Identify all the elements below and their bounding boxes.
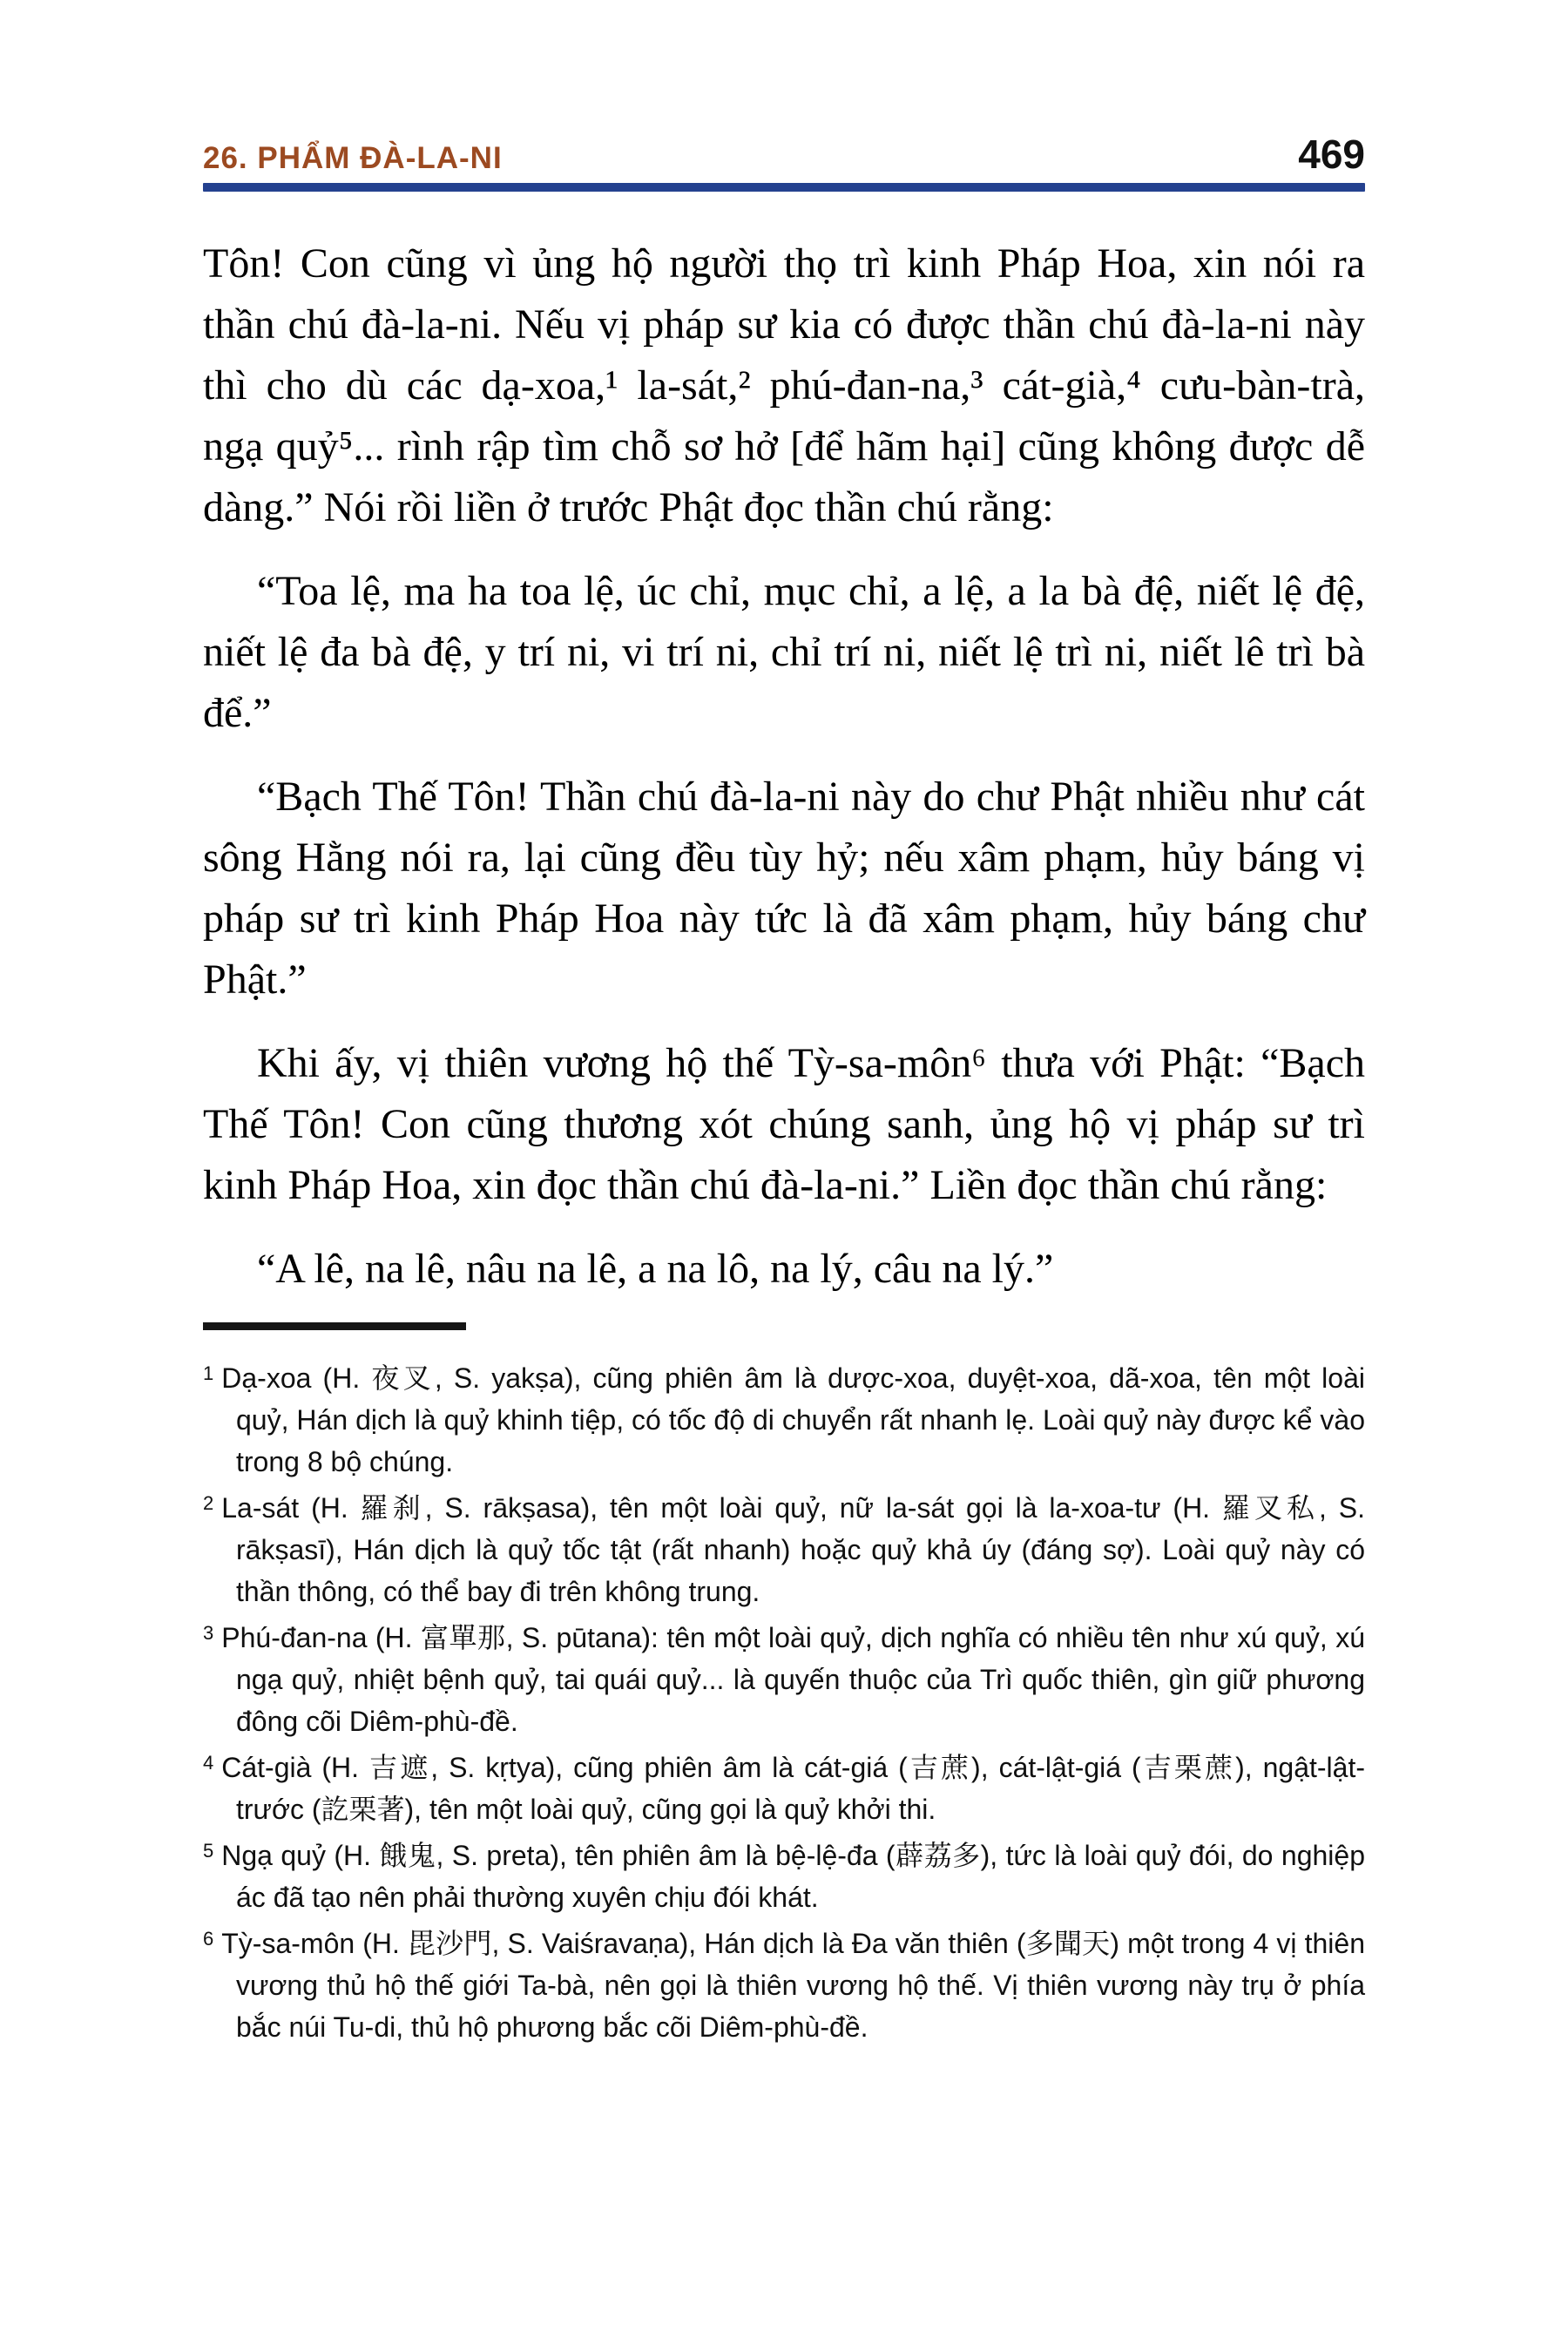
paragraph-mantra: “Toa lệ, ma ha toa lệ, úc chỉ, mục chỉ, a lệ, a la bà đệ, niết lệ đệ, niết lệ đa bà đệ, y trí ni, vi trí ni, chỉ trí ni, niết lệ trì ni, niết lê trì bà để.” bbox=[203, 568, 1365, 736]
footnote-text: Phú-đan-na (H. 富單那, S. pūtana): tên một loài quỷ, dịch nghĩa có nhiều tên như xú quỷ, xú ngạ quỷ, nhiệt bệnh quỷ, tai quái quỷ... là quyến thuộc của Trì quốc thiên, gìn giữ phương đông cõi Diêm-phù-đề. bbox=[221, 1622, 1365, 1737]
footnote-number: 4 bbox=[203, 1752, 214, 1774]
footnote-item bbox=[203, 1483, 1365, 1612]
paragraph: Tôn! Con cũng vì ủng hộ người thọ trì kinh Pháp Hoa, xin nói ra thần chú đà-la-ni. Nếu vị pháp sư kia có được thần chú đà-la-ni này thì cho dù các dạ-xoa,¹ la-sát,² phú-đan-na,³ cát-già,⁴ cưu-bàn-trà, ngạ quỷ⁵... rình rập tìm chỗ sơ hở [để hãm hại] cũng không được dễ dàng.” Nói rồi liền ở trước Phật đọc thần chú rằng: bbox=[203, 240, 1365, 531]
body-text bbox=[203, 233, 1365, 1300]
footnote-number: 2 bbox=[203, 1492, 214, 1514]
footnote-text: Ngạ quỷ (H. 餓鬼, S. preta), tên phiên âm là bệ-lệ-đa (薜荔多), tức là loài quỷ đói, do nghiệp ác đã tạo nên phải thường xuyên chịu đói khát. bbox=[221, 1840, 1365, 1913]
page-number: 469 bbox=[1298, 132, 1365, 177]
footnote-number: 1 bbox=[203, 1362, 214, 1384]
running-header bbox=[203, 131, 1365, 178]
footnote-number: 6 bbox=[203, 1928, 214, 1950]
footnote-number: 5 bbox=[203, 1840, 214, 1862]
paragraph-mantra: “A lê, na lê, nâu na lê, a na lô, na lý, câu na lý.” bbox=[257, 1246, 1054, 1292]
footnote-separator bbox=[203, 1322, 466, 1330]
footnote-number: 3 bbox=[203, 1622, 214, 1644]
footnote-text: Dạ-xoa (H. 夜叉, S. yakṣa), cũng phiên âm là dược-xoa, duyệt-xoa, dã-xoa, tên một loài quỷ, Hán dịch là quỷ khinh tiệp, có tốc độ di chuyển rất nhanh lẹ. Loài quỷ này được kể vào trong 8 bộ chúng. bbox=[221, 1362, 1365, 1477]
header-rule bbox=[203, 183, 1365, 192]
footnotes bbox=[203, 1353, 1365, 2048]
footnote-text: La-sát (H. 羅刹, S. rākṣasa), tên một loài quỷ, nữ la-sát gọi là la-xoa-tư (H. 羅叉私, S. rākṣasī), Hán dịch là quỷ tốc tật (rất nhanh) hoặc quỷ khả úy (đáng sợ). Loài quỷ này có thần thông, có thể bay đi trên không trung. bbox=[221, 1492, 1365, 1607]
paragraph: “Bạch Thế Tôn! Thần chú đà-la-ni này do chư Phật nhiều như cát sông Hằng nói ra, lại cũng đều tùy hỷ; nếu xâm phạm, hủy báng vị pháp sư trì kinh Pháp Hoa này tức là đã xâm phạm, hủy báng chư Phật.” bbox=[203, 774, 1365, 1003]
chapter-title: 26. PHẨM ĐÀ-LA-NI bbox=[203, 141, 503, 175]
footnote-text: Tỳ-sa-môn (H. 毘沙門, S. Vaiśravaṇa), Hán dịch là Đa văn thiên (多聞天) một trong 4 vị thiên vương thủ hộ thế giới Ta-bà, nên gọi là thiên vương hộ thế. Vị thiên vương này trụ ở phía bắc núi Tu-di, thủ hộ phương bắc cõi Diêm-phù-đề. bbox=[221, 1928, 1365, 2043]
footnote-item bbox=[203, 1353, 1365, 1483]
footnote-item bbox=[203, 1918, 1365, 2048]
footnote-item bbox=[203, 1612, 1365, 1742]
footnote-text: Cát-già (H. 吉遮, S. kṛtya), cũng phiên âm là cát-giá (吉蔗), cát-lật-giá (吉栗蔗), ngật-lật-trước (訖栗著), tên một loài quỷ, cũng gọi là quỷ khởi thi. bbox=[221, 1752, 1365, 1825]
footnote-item bbox=[203, 1742, 1365, 1830]
paragraph: Khi ấy, vị thiên vương hộ thế Tỳ-sa-môn⁶ thưa với Phật: “Bạch Thế Tôn! Con cũng thương xót chúng sanh, ủng hộ vị pháp sư trì kinh Pháp Hoa, xin đọc thần chú đà-la-ni.” Liền đọc thần chú rằng: bbox=[203, 1040, 1365, 1208]
footnote-item bbox=[203, 1830, 1365, 1918]
